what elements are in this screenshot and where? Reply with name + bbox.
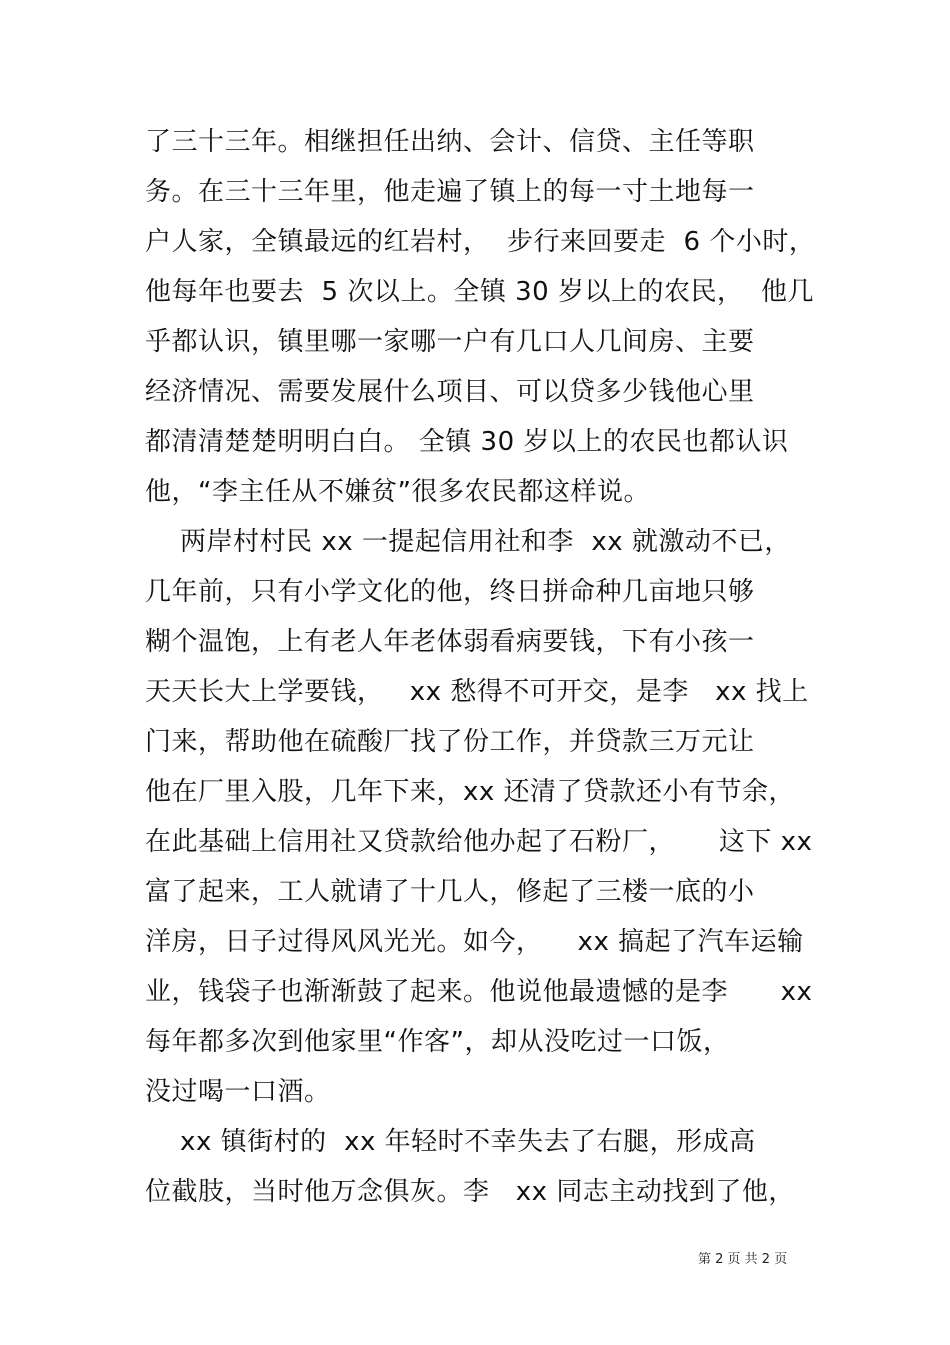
text-line: 他在厂里入股，几年下来，xx 还清了贷款还小有节余， bbox=[145, 777, 796, 807]
text-line: 务。在三十三年里，他走遍了镇上的每一寸土地每一 bbox=[145, 177, 755, 207]
text-line: 洋房，日子过得风风光光。如今， xx 搞起了汽车运输 bbox=[145, 927, 804, 957]
text-line: 门来，帮助他在硫酸厂找了份工作，并贷款三万元让 bbox=[145, 727, 755, 757]
body-text bbox=[145, 117, 825, 1217]
text-line: 经济情况、需要发展什么项目、可以贷多少钱他心里 bbox=[145, 377, 755, 407]
text-line: 他，“李主任从不嫌贫”很多农民都这样说。 bbox=[145, 477, 650, 507]
text-line: 在此基础上信用社又贷款给他办起了石粉厂， 这下 xx bbox=[145, 827, 813, 857]
text-line: 户人家，全镇最远的红岩村， 步行来回要走 6 个小时， bbox=[145, 227, 816, 257]
text-line: 天天长大上学要钱， xx 愁得不可开交，是李 xx 找上 bbox=[145, 677, 809, 707]
text-line: 几年前，只有小学文化的他，终日拼命种几亩地只够 bbox=[145, 577, 755, 607]
text-line: 了三十三年。相继担任出纳、会计、信贷、主任等职 bbox=[145, 127, 755, 157]
text-line: 没过喝一口酒。 bbox=[145, 1077, 331, 1107]
text-line: 他每年也要去 5 次以上。全镇 30 岁以上的农民， 他几 bbox=[145, 277, 814, 307]
page-number-footer: 第 2 页 共 2 页 bbox=[698, 1252, 788, 1267]
text-line: 每年都多次到他家里“作客”，却从没吃过一口饭， bbox=[145, 1027, 730, 1057]
text-line: 位截肢，当时他万念俱灰。李 xx 同志主动找到了他， bbox=[145, 1177, 795, 1207]
text-line: 业，钱袋子也渐渐鼓了起来。他说他最遗憾的是李 xx bbox=[145, 977, 813, 1007]
text-line: 糊个温饱，上有老人年老体弱看病要钱，下有小孩一 bbox=[145, 627, 755, 657]
text-line: xx 镇街村的 xx 年轻时不幸失去了右腿，形成高 bbox=[145, 1127, 756, 1157]
text-line: 都清清楚楚明明白白。 全镇 30 岁以上的农民也都认识 bbox=[145, 427, 789, 457]
text-line: 两岸村村民 xx 一提起信用社和李 xx 就激动不已， bbox=[145, 527, 791, 557]
text-line: 富了起来，工人就请了十几人，修起了三楼一底的小 bbox=[145, 877, 755, 907]
text-line: 乎都认识，镇里哪一家哪一户有几口人几间房、主要 bbox=[145, 327, 755, 357]
